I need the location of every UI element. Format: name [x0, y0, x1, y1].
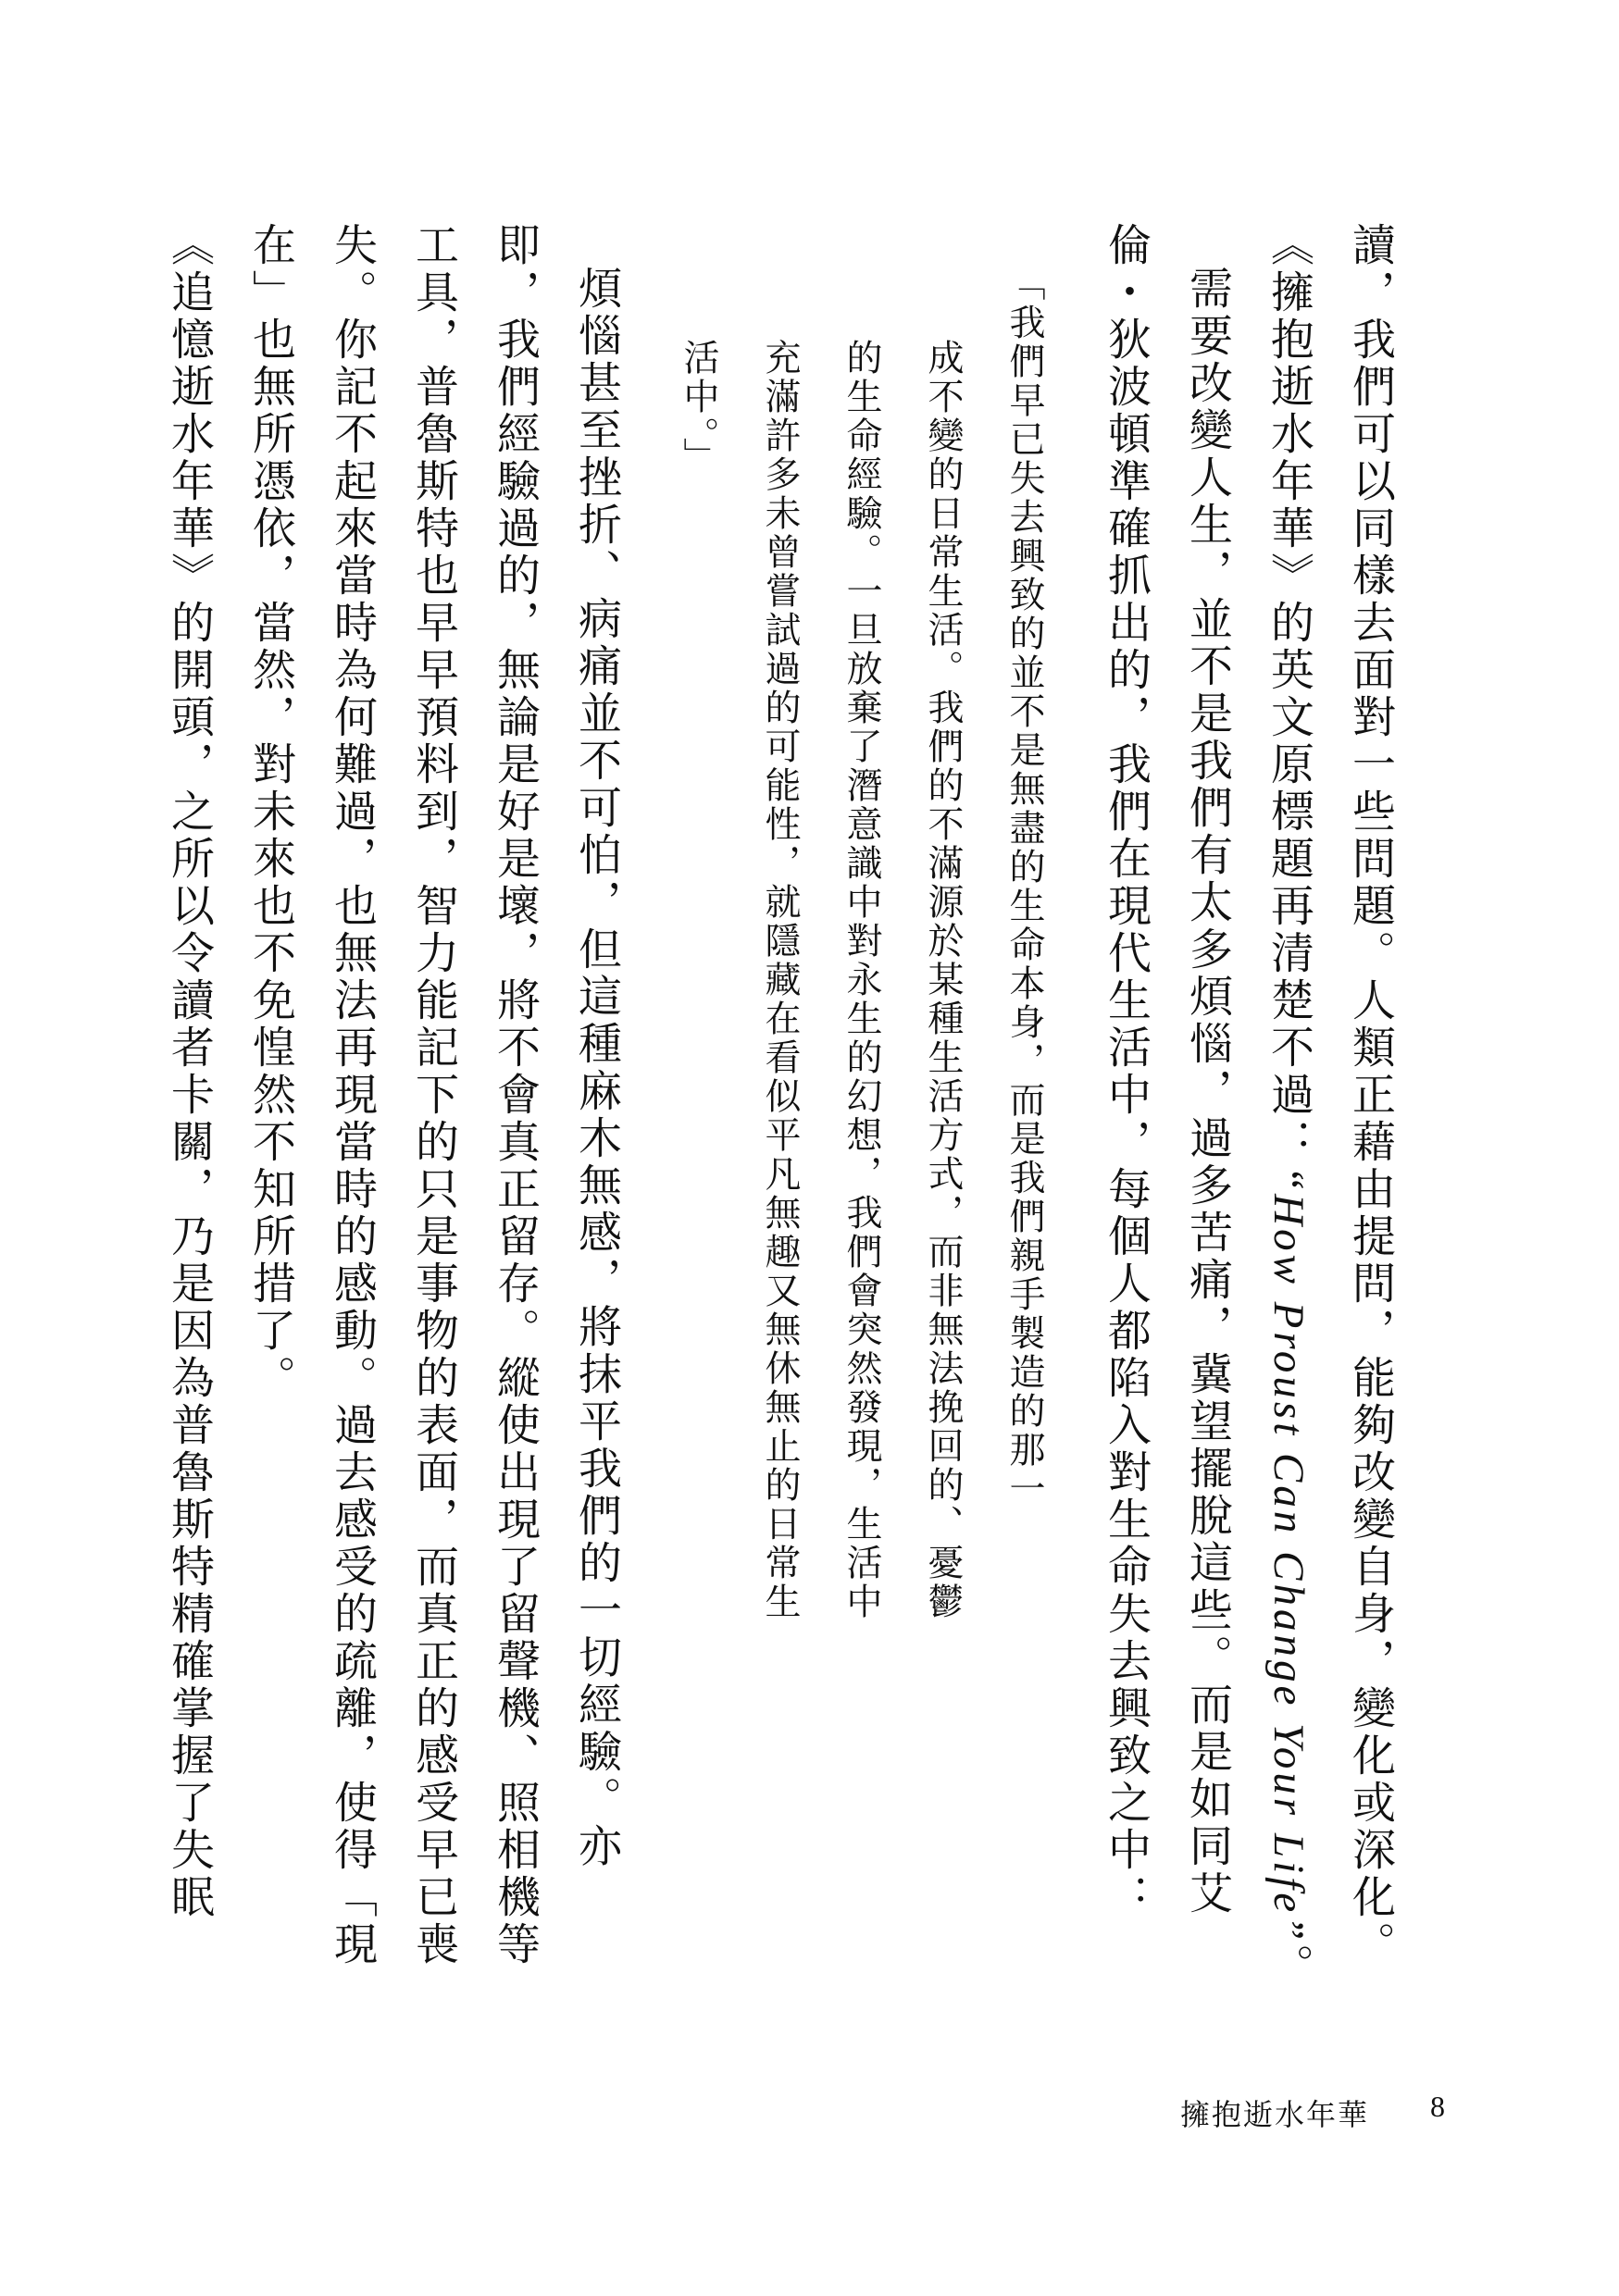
vertical-text-body	[148, 222, 1411, 1992]
text-column-2	[1248, 222, 1329, 1992]
text-column-6: 即，我們經驗過的，無論是好是壞，將不會真正留存。縱使出現了留聲機、照相機等	[490, 222, 541, 1968]
english-title-suffix: 。	[1264, 1943, 1314, 1992]
quote-column-5: 活中。」	[678, 339, 719, 477]
quote-column-4: 充滿許多未曾嘗試過的可能性，就隱藏在看似平凡無趣又無休無止的日常生	[759, 339, 801, 1621]
page-number: 8	[1430, 2090, 1445, 2123]
text-column-1: 讀，我們可以同樣去面對一些問題。人類正藉由提問，能夠改變自身，變化或深化。	[1345, 222, 1396, 1968]
text-column-3: 需要改變人生，並不是我們有太多煩惱，過多苦痛，冀望擺脫這些。而是如同艾	[1182, 266, 1233, 1917]
quote-column-1: 「我們早已失去興致的並不是無盡的生命本身，而是我們親手製造的那一	[1003, 265, 1045, 1508]
quote-column-2: 成不變的日常生活。我們的不滿源於某種生活方式，而非無法挽回的、憂鬱	[922, 339, 964, 1621]
text-column-9: 在」也無所憑依，當然，對未來也不免惶然不知所措了。	[245, 222, 296, 1402]
quote-column-3: 的生命經驗。一旦放棄了潛意識中對永生的幻想，我們會突然發現，生活中	[841, 339, 882, 1621]
footer-book-title: 擁抱逝水年華	[1180, 2097, 1370, 2132]
text-column-4: 倫・狄波頓準確抓出的，我們在現代生活中，每個人都陷入對生命失去興致之中：	[1101, 222, 1152, 1921]
text-column-5: 煩惱甚至挫折、病痛並不可怕，但這種麻木無感，將抹平我們的一切經驗。亦	[571, 266, 622, 1870]
english-title: “How Proust Can Change Your Life”	[1264, 1166, 1313, 1944]
block-quote-gap-end	[637, 222, 657, 1888]
block-quote-gap	[1065, 222, 1085, 1888]
title-intro: 《擁抱逝水年華》的英文原標題再清楚不過：	[1264, 222, 1314, 1166]
text-column-10: 《追憶逝水年華》的開頭，之所以令讀者卡關，乃是因為普魯斯特精確掌握了失眠	[164, 222, 215, 1921]
text-column-8: 失。你記不起來當時為何難過，也無法再現當時的感動。過去感受的疏離，使得「現	[327, 222, 378, 1968]
text-column-7: 工具，普魯斯特也早早預料到，智力能記下的只是事物的表面，而真正的感受早已喪	[408, 222, 459, 1968]
